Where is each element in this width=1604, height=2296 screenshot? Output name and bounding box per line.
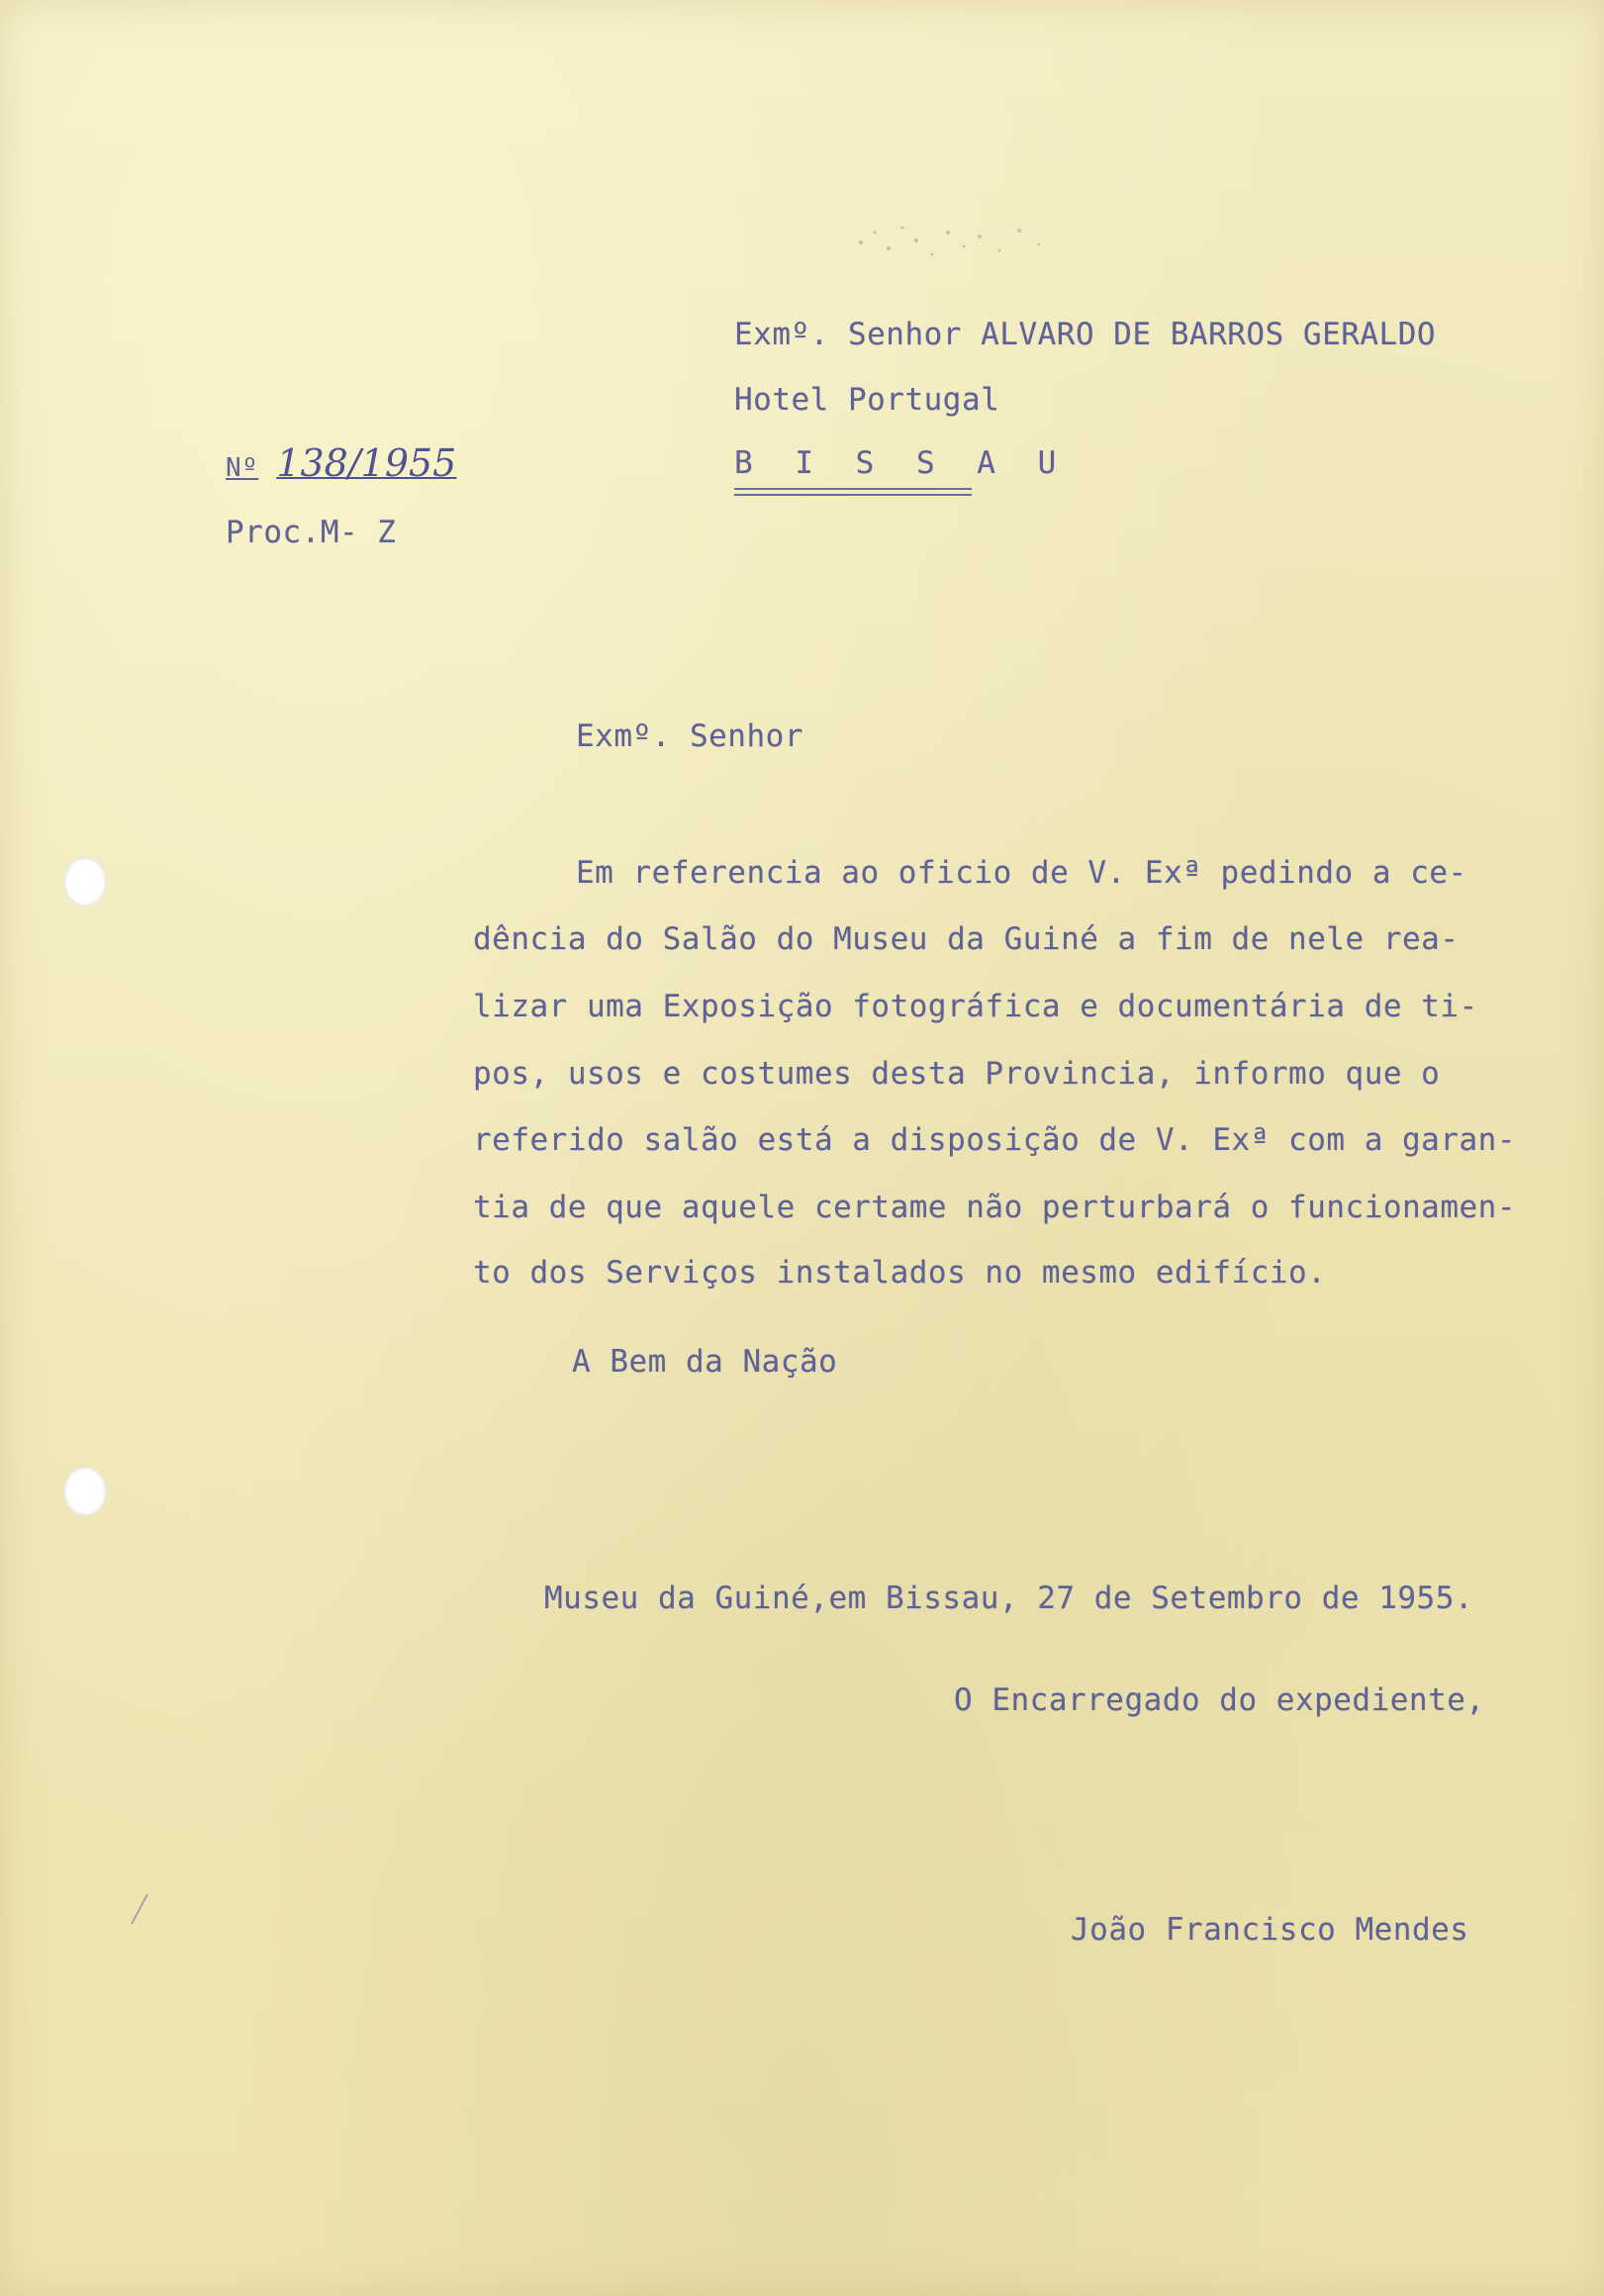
signatory-name: João Francisco Mendes <box>1071 1912 1469 1948</box>
punch-hole-top <box>63 857 107 907</box>
recipient-line-2: Hotel Portugal <box>734 382 1000 418</box>
body-line-2: dência do Salão do Museu da Guiné a fim de nele rea- <box>473 921 1460 957</box>
process-reference: Proc.M- Z <box>226 515 397 550</box>
signatory-title: O Encarregado do expediente, <box>954 1682 1485 1718</box>
recipient-city: B I S S A U <box>734 445 1069 481</box>
closing-formula: A Bem da Nação <box>572 1344 838 1380</box>
reference-label: Nº <box>226 453 259 483</box>
body-line-7: to dos Serviços instalados no mesmo edifício. <box>473 1255 1327 1291</box>
stray-pen-mark <box>131 1894 148 1925</box>
body-line-3: lizar uma Exposição fotográfica e documentária de ti- <box>473 989 1478 1024</box>
recipient-city-underline <box>734 488 972 496</box>
body-line-5: referido salão está a disposição de V. Exª com a garan- <box>473 1122 1516 1158</box>
reference-value: 138/1955 <box>276 441 457 485</box>
body-line-6: tia de que aquele certame não perturbará o funcionamen- <box>473 1190 1516 1225</box>
salutation: Exmº. Senhor <box>576 718 803 754</box>
place-and-date: Museu da Guiné,em Bissau, 27 de Setembro de 1955. <box>544 1580 1474 1616</box>
recipient-line-1: Exmº. Senhor ALVARO DE BARROS GERALDO <box>734 317 1437 352</box>
reference-number <box>226 441 456 485</box>
body-line-4: pos, usos e costumes desta Provincia, informo que o <box>473 1056 1441 1092</box>
faint-stamp-mark <box>841 203 1079 282</box>
body-line-1: Em referencia ao oficio de V. Exª pedindo a ce- <box>576 855 1467 891</box>
punch-hole-bottom <box>63 1467 107 1516</box>
